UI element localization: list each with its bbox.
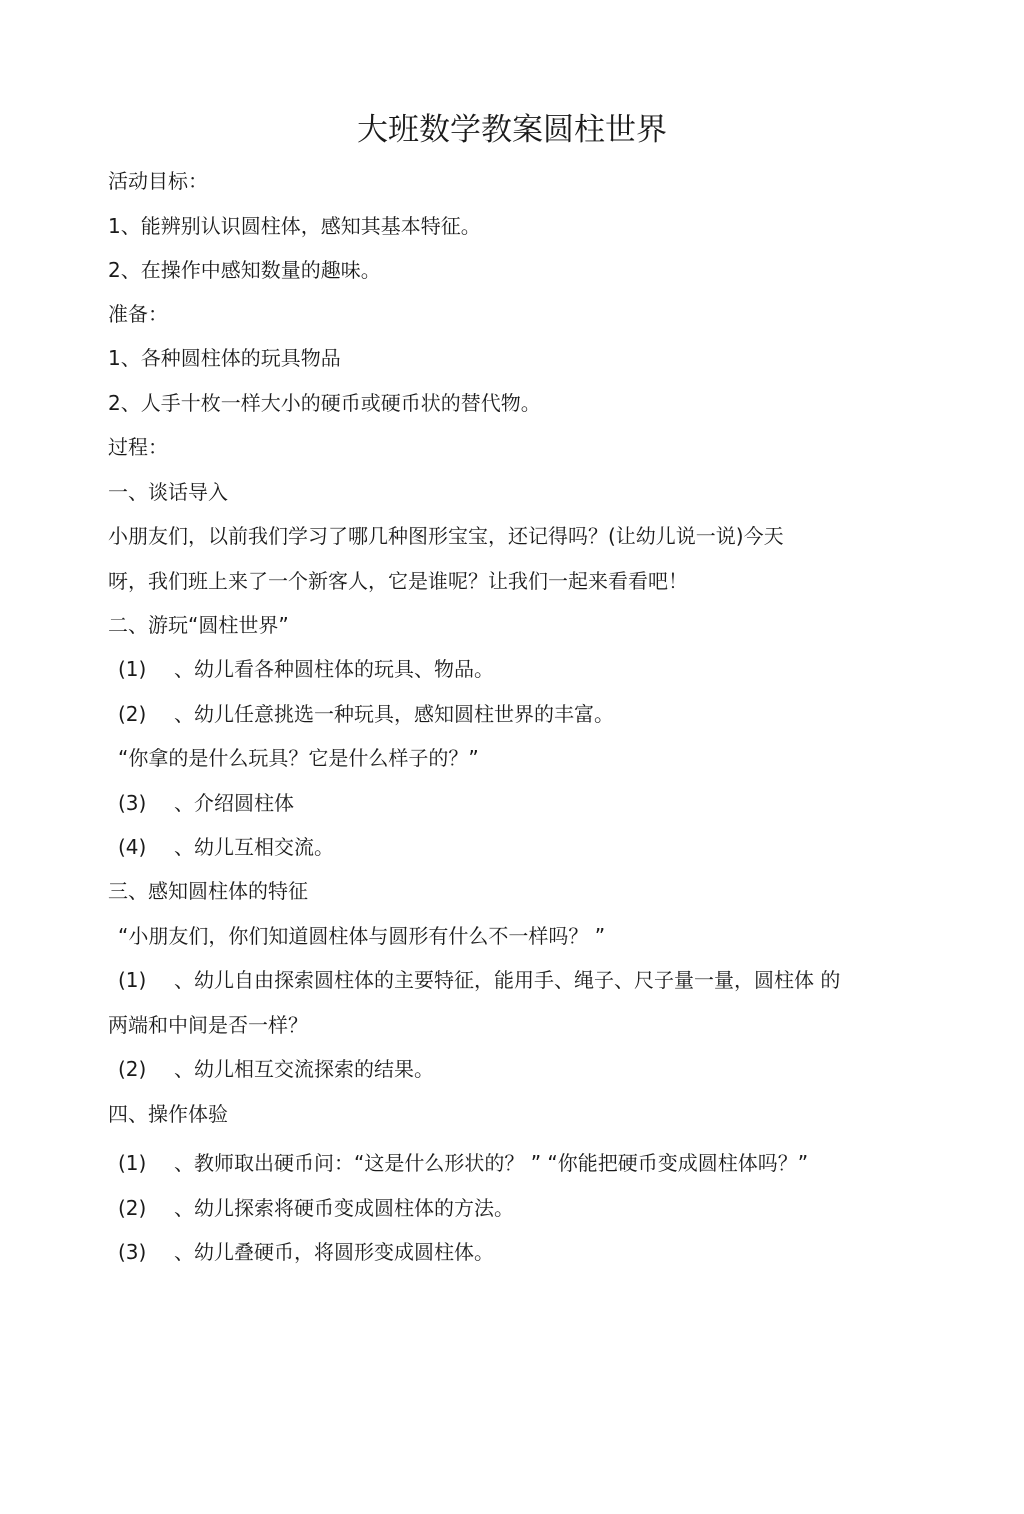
document-title: 大班数学教案圆柱世界 bbox=[357, 112, 667, 148]
step-text: 、幼儿自由探索圆柱体的主要特征，能用手、绳子、尺子量一量，圆柱体 的 bbox=[174, 968, 841, 992]
section-heading: 一、谈话导入 bbox=[108, 480, 228, 504]
prep-item: 1、各种圆柱体的玩具物品 bbox=[108, 346, 341, 370]
section-heading: 三、感知圆柱体的特征 bbox=[108, 879, 308, 903]
step-number: (2) bbox=[118, 1057, 147, 1081]
step-number: (2) bbox=[118, 1196, 147, 1220]
quote-line: “你拿的是什么玩具？它是什么样子的？” bbox=[118, 746, 479, 770]
step-number: (1) bbox=[118, 657, 147, 681]
process-heading: 过程： bbox=[108, 435, 168, 459]
step-text: 、幼儿相互交流探索的结果。 bbox=[174, 1057, 434, 1081]
step-number: (3) bbox=[118, 1240, 147, 1264]
step-text: 、介绍圆柱体 bbox=[174, 791, 294, 815]
step-number: (1) bbox=[118, 1151, 147, 1175]
goal-item: 2、在操作中感知数量的趣味。 bbox=[108, 258, 381, 282]
paragraph-line: 呀，我们班上来了一个新客人，它是谁呢？让我们一起来看看吧！ bbox=[108, 569, 688, 593]
section-heading: 二、游玩“圆柱世界” bbox=[108, 613, 289, 637]
step-number: (3) bbox=[118, 791, 147, 815]
step-item bbox=[118, 700, 928, 728]
step-item bbox=[118, 655, 928, 683]
step-item bbox=[118, 1238, 928, 1266]
goals-heading: 活动目标： bbox=[108, 169, 208, 193]
step-text: 、幼儿叠硬币，将圆形变成圆柱体。 bbox=[174, 1240, 494, 1264]
step-item bbox=[118, 789, 928, 817]
step-number: (4) bbox=[118, 835, 147, 859]
step-text: 、幼儿互相交流。 bbox=[174, 835, 334, 859]
paragraph-line: 小朋友们，以前我们学习了哪几种图形宝宝，还记得吗？(让幼儿说一说)今天 bbox=[108, 524, 784, 548]
quote-line: “小朋友们，你们知道圆柱体与圆形有什么不一样吗？ ” bbox=[118, 924, 606, 948]
prep-heading: 准备： bbox=[108, 302, 168, 326]
step-item bbox=[118, 833, 928, 861]
step-text: 、幼儿任意挑选一种玩具，感知圆柱世界的丰富。 bbox=[174, 702, 614, 726]
step-text: 、幼儿看各种圆柱体的玩具、物品。 bbox=[174, 657, 494, 681]
step-number: (2) bbox=[118, 702, 147, 726]
section-heading: 四、操作体验 bbox=[108, 1102, 228, 1126]
step-item bbox=[118, 1194, 928, 1222]
step-text: 、幼儿探索将硬币变成圆柱体的方法。 bbox=[174, 1196, 514, 1220]
prep-item: 2、人手十枚一样大小的硬币或硬币状的替代物。 bbox=[108, 391, 541, 415]
paragraph-line: 两端和中间是否一样？ bbox=[108, 1013, 308, 1037]
step-item bbox=[118, 1055, 928, 1083]
step-item bbox=[118, 1149, 928, 1177]
step-number: (1) bbox=[118, 968, 147, 992]
goal-item: 1、能辨别认识圆柱体，感知其基本特征。 bbox=[108, 214, 481, 238]
step-text: 、教师取出硬币问：“这是什么形状的？ ” “你能把硬币变成圆柱体吗？” bbox=[174, 1151, 809, 1175]
step-item bbox=[118, 966, 928, 994]
